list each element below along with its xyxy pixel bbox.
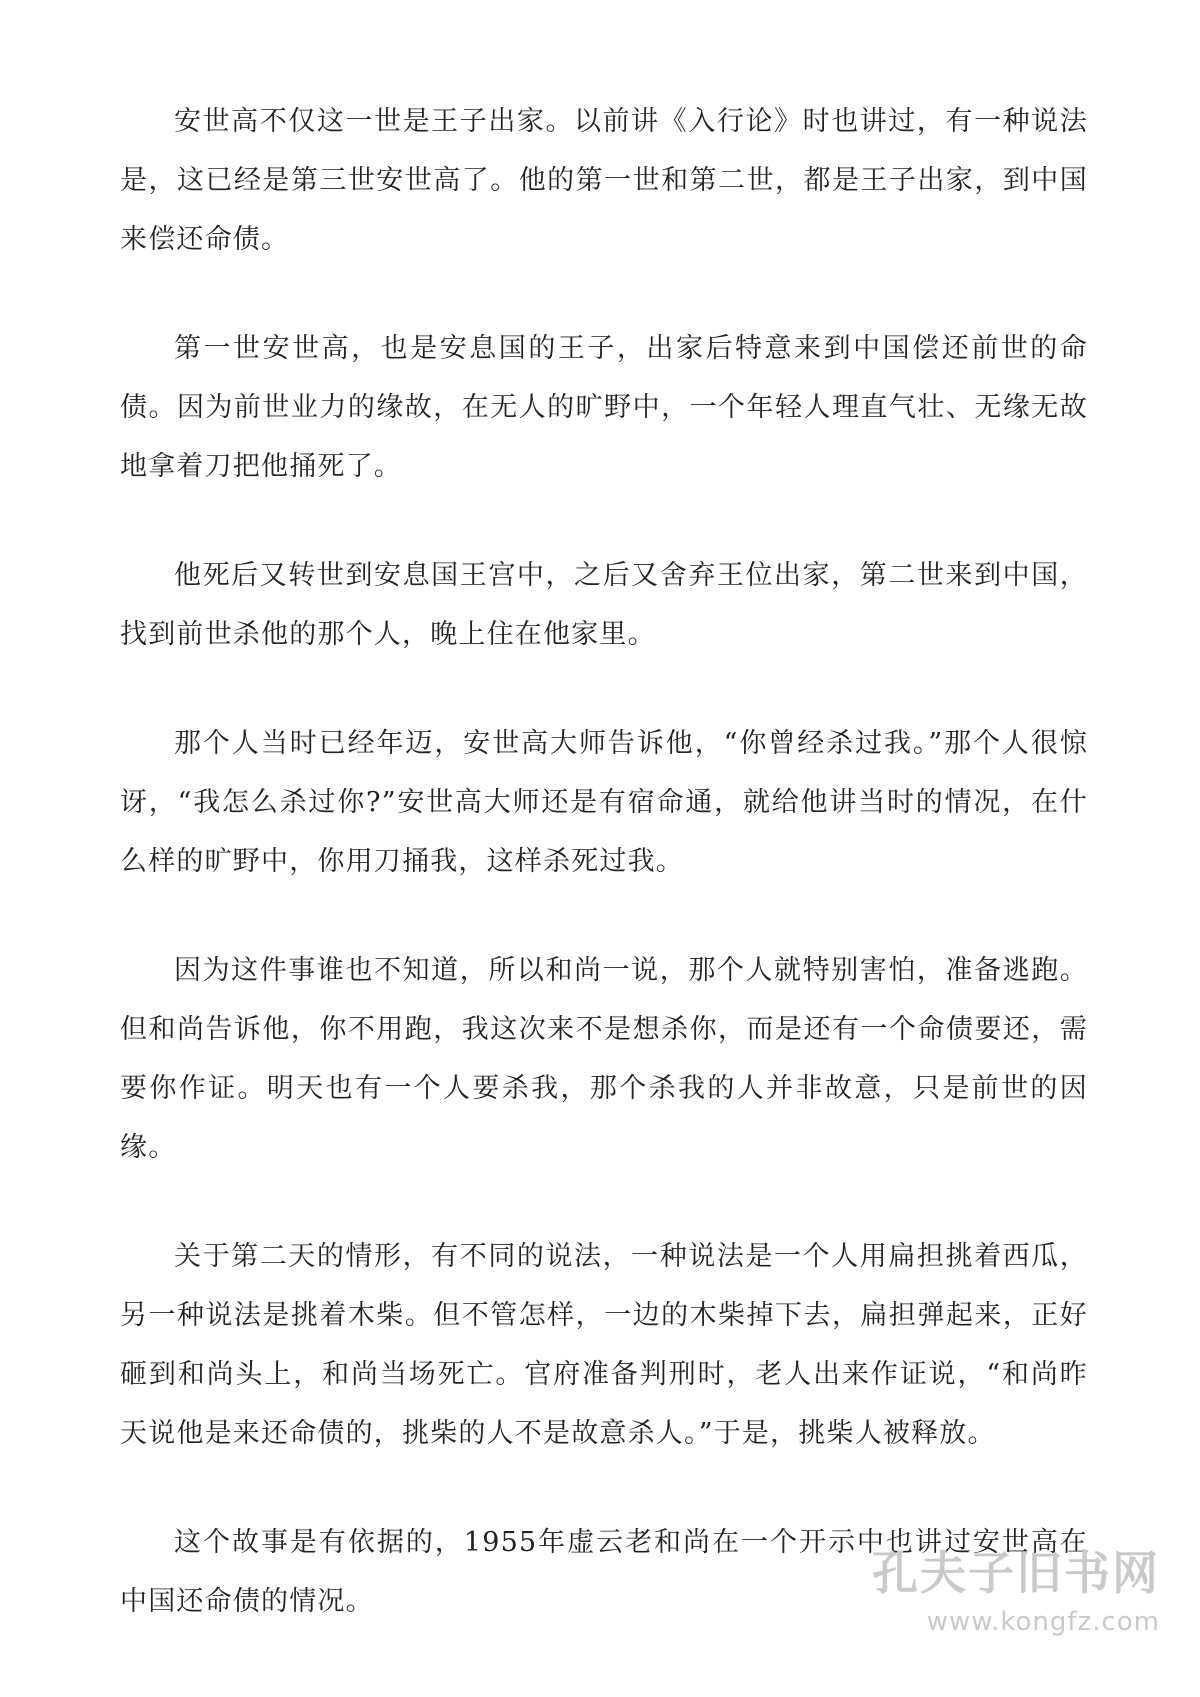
watermark-url: www.kongfz.com [926,1607,1160,1637]
paragraph-6: 关于第二天的情形，有不同的说法，一种说法是一个人用扁担挑着西瓜，另一种说法是挑着木柴。但不管怎样，一边的木柴掉下去，扁担弹起来，正好砸到和尚头上，和尚当场死亡。官府准备判刑时，老人出来作证说，“和尚昨天说他是来还命债的，挑柴的人不是故意杀人。”于是，挑柴人被释放。 [120,1241,1088,1449]
paragraph-4: 那个人当时已经年迈，安世高大师告诉他，“你曾经杀过我。”那个人很惊讶，“我怎么杀过你?”安世高大师还是有宿命通，就给他讲当时的情况，在什么样的旷野中，你用刀捅我，这样杀死过我。 [120,728,1088,877]
watermark [830,1545,1160,1639]
paragraph-1: 安世高不仅这一世是王子出家。以前讲《入行论》时也讲过，有一种说法是，这已经是第三世安世高了。他的第一世和第二世，都是王子出家，到中国来偿还命债。 [120,106,1088,255]
paragraph-7: 这个故事是有依据的，1955年虚云老和尚在一个开示中也讲过安世高在中国还命债的情况。 [120,1527,1088,1617]
paragraph-3: 他死后又转世到安息国王宫中，之后又舍弃王位出家，第二世来到中国，找到前世杀他的那个人，晚上住在他家里。 [120,560,1088,650]
paragraph-5: 因为这件事谁也不知道，所以和尚一说，那个人就特别害怕，准备逃跑。但和尚告诉他，你不用跑，我这次来不是想杀你，而是还有一个命债要还，需要你作证。明天也有一个人要杀我，那个杀我的人并非故意，只是前世的因缘。 [120,955,1088,1163]
watermark-logo: 孔夫子旧书网 [872,1546,1160,1600]
body-text [120,92,1088,1681]
paragraph-2: 第一世安世高，也是安息国的王子，出家后特意来到中国偿还前世的命债。因为前世业力的缘故，在无人的旷野中，一个年轻人理直气壮、无缘无故地拿着刀把他捅死了。 [120,333,1088,482]
